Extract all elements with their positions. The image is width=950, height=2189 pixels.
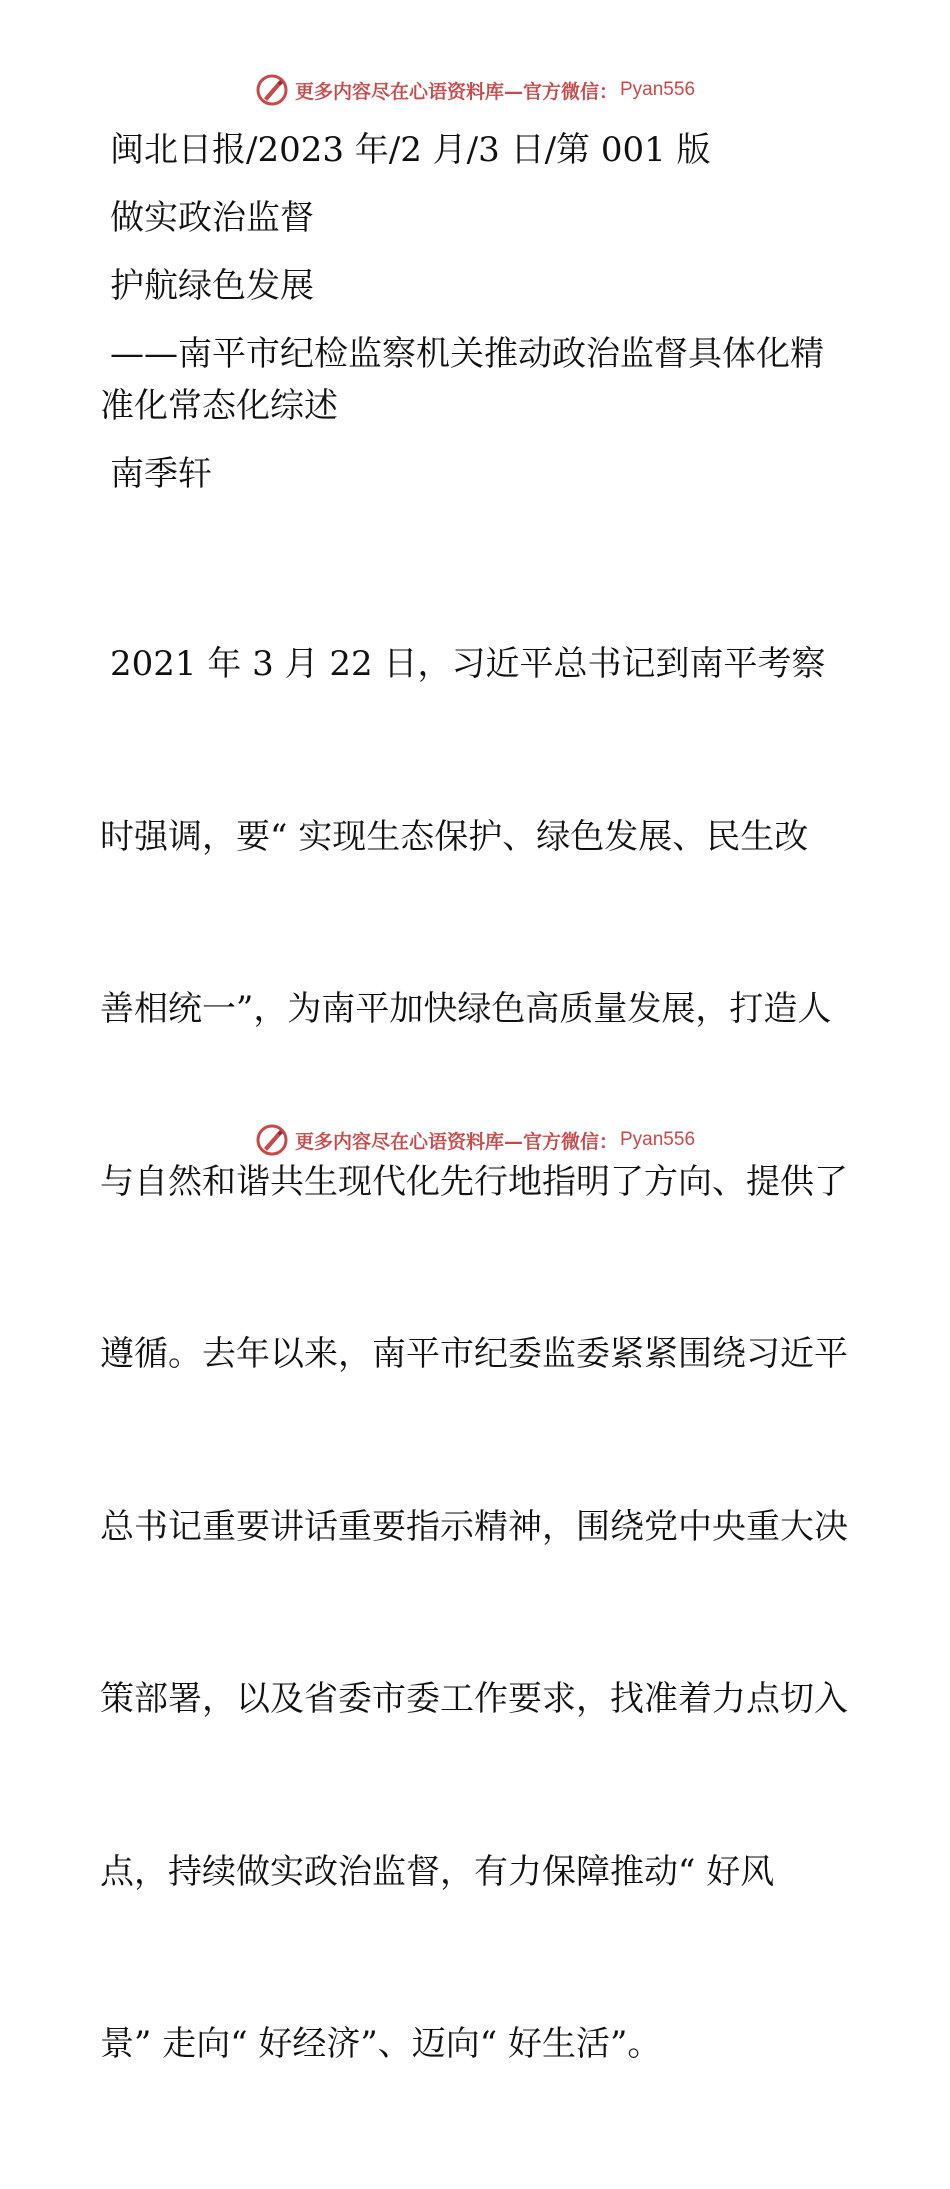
footer-banner	[0, 1120, 950, 1160]
banner-wechat-id: Pyan556	[620, 1129, 696, 1150]
title-line-1: 做实政治监督	[110, 198, 314, 238]
source-line: 闽北日报/2023 年/2 月/3 日/第 001 版	[110, 130, 711, 170]
banner-wechat-id: Pyan556	[620, 79, 696, 100]
body-line: 策部署，以及省委市委工作要求，找准着力点切入	[100, 1679, 848, 1719]
body-line: 时强调，要“ 实现生态保护、绿色发展、民生改	[100, 816, 809, 857]
body-line: 遵循。去年以来，南平市纪委监委紧紧围绕习近平	[100, 1334, 848, 1374]
banner-text: 更多内容尽在心语资料库—官方微信：	[294, 80, 618, 103]
body-line: 总书记重要讲话重要指示精神，围绕党中央重大决	[100, 1506, 848, 1547]
author-line: 南季轩	[110, 454, 212, 494]
body-line: 善相统一”，为南平加快绿色高质量发展，打造人	[100, 989, 832, 1029]
banner-text: 更多内容尽在心语资料库—官方微信：	[294, 1130, 618, 1153]
body-line: 点，持续做实政治监督，有力保障推动“ 好风	[100, 1851, 775, 1892]
body-line: 2021 年 3 月 22 日，习近平总书记到南平考察	[110, 644, 826, 684]
red-pen-logo-icon	[255, 1123, 289, 1157]
red-pen-logo-icon	[255, 73, 289, 107]
body-paragraph	[100, 521, 852, 2189]
subtitle-line-1: ——南平市纪检监察机关推动政治监督具体化精	[110, 334, 824, 374]
header-banner	[0, 70, 950, 110]
body-line: 与自然和谐共生现代化先行地指明了方向、提供了	[100, 1161, 848, 1202]
body-line: 景” 走向“ 好经济”、迈向“ 好生活”。	[100, 2024, 662, 2064]
subtitle-line-2: 准化常态化综述	[100, 386, 338, 426]
title-line-2: 护航绿色发展	[110, 266, 314, 306]
